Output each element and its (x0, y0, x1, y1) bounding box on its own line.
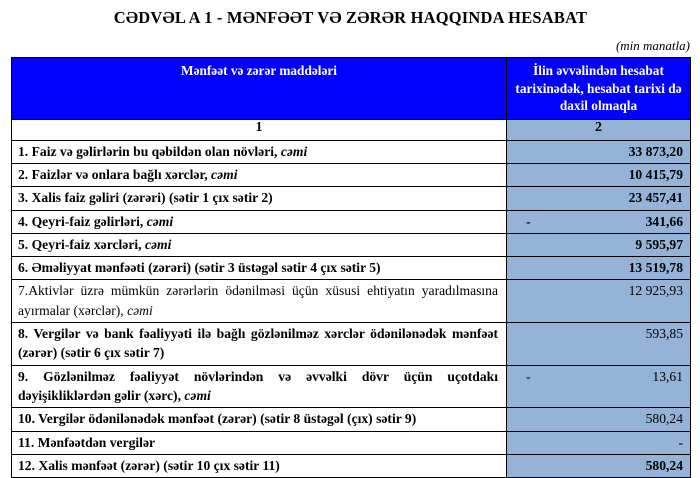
row-value: 580,24 (645, 411, 683, 427)
row-label: 2. Faizlər və onlara bağlı xərclər, cəmi (12, 163, 507, 186)
row-value-cell (507, 454, 691, 477)
row-label-italic-suffix: cəmi (146, 213, 174, 229)
table-row (12, 431, 691, 454)
row-label: 10. Vergilər ödənilənədək mənfəət (zərər) (sətir 8 üstəgəl (çıx) sətir 9) (12, 408, 507, 431)
row-value-cell (507, 140, 691, 163)
row-value-cell (507, 233, 691, 256)
row-label: 6. Əməliyyat mənfəəti (zərəri) (sətir 3 üstəgəl sətir 4 çıx sətir 5) (12, 257, 507, 280)
row-value-cell (507, 280, 691, 323)
row-label: 8. Vergilər və bank fəaliyyəti ilə bağlı gözlənilməz xərclər ödənilənədək mənfəət (zərər) (sətir 6 çıx sətir 7) (12, 323, 507, 366)
table-row (12, 140, 691, 163)
row-value-cell (507, 408, 691, 431)
table-row (12, 187, 691, 210)
row-value-cell (507, 365, 691, 408)
table-header (12, 58, 691, 141)
row-value: 12 925,93 (628, 283, 683, 299)
column-number-1: 1 (12, 119, 507, 140)
table-row (12, 163, 691, 186)
column-number-row (12, 119, 691, 140)
negative-sign: - (526, 213, 531, 229)
table-row (12, 280, 691, 323)
row-value: 10 415,79 (628, 166, 683, 182)
row-value: - (678, 434, 683, 450)
row-value-cell (507, 257, 691, 280)
row-value: 9 595,97 (635, 236, 683, 252)
profit-loss-table (11, 57, 691, 478)
unit-note: (min manatla) (615, 38, 690, 53)
row-label-italic-suffix: cəmi (144, 236, 172, 252)
row-value: 13 519,78 (628, 260, 683, 276)
table-row (12, 210, 691, 233)
row-value-cell (507, 187, 691, 210)
row-label: 3. Xalis faiz gəliri (zərəri) (sətir 1 çıx sətir 2) (12, 187, 507, 210)
row-label-italic-suffix: cəmi (127, 302, 153, 318)
row-label: 12. Xalis mənfəət (zərər) (sətir 10 çıx sətir 11) (12, 454, 507, 477)
column-number-2: 2 (507, 119, 691, 140)
row-value: 13,61 (652, 368, 683, 384)
row-value: 23 457,41 (628, 190, 683, 206)
table-row (12, 323, 691, 366)
row-value-cell (507, 431, 691, 454)
table-row (12, 408, 691, 431)
table-row (12, 233, 691, 256)
row-value-cell (507, 323, 691, 366)
row-label-italic-suffix: cəmi (184, 387, 211, 403)
row-label: 11. Mənfəətdən vergilər (12, 431, 507, 454)
table-row (12, 454, 691, 477)
row-value-cell (507, 210, 691, 233)
column-header-period: İlin əvvəlindən hesabat tarixinədək, hesabat tarixi də daxil olmaqla (507, 58, 691, 120)
negative-sign: - (526, 368, 531, 384)
row-value: 33 873,20 (628, 143, 683, 159)
row-label: 7.Aktivlər üzrə mümkün zərərlərin ödənilməsi üçün xüsusi ehtiyatın yaradılmasına ayırmalar (xərclər), cəmi (12, 280, 507, 323)
table-row (12, 257, 691, 280)
row-value: 580,24 (645, 457, 683, 473)
row-label-italic-suffix: cəmi (211, 166, 238, 182)
column-header-items: Mənfəət və zərər maddələri (12, 58, 507, 120)
table-body (12, 140, 691, 477)
row-value-cell (507, 163, 691, 186)
row-value: 593,85 (645, 326, 683, 342)
row-label: 1. Faiz və gəlirlərin bu qəbildən olan növləri, cəmi (12, 140, 507, 163)
page-title: CƏDVƏL A 1 - MƏNFƏƏT VƏ ZƏRƏR HAQQINDA HESABAT (113, 8, 588, 27)
row-label-italic-suffix: cəmi (280, 143, 308, 159)
row-label: 4. Qeyri-faiz gəlirləri, cəmi (12, 210, 507, 233)
row-label: 9. Gözlənilməz fəaliyyət növlərindən və əvvəlki dövr üçün uçotdakı dəyişikliklərdən gəlir (xərc), cəmi (12, 365, 507, 408)
row-label: 5. Qeyri-faiz xərcləri, cəmi (12, 233, 507, 256)
header-row (12, 58, 691, 120)
row-value: 341,66 (645, 213, 683, 229)
table-row (12, 365, 691, 408)
